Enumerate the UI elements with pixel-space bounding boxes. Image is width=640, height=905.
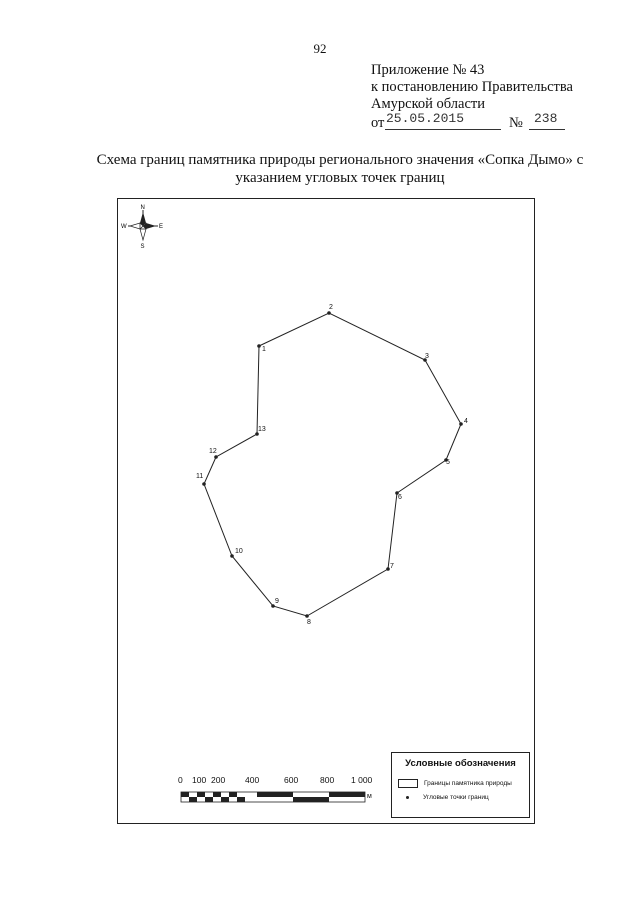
boundary-point-label-4: 4 (464, 418, 468, 425)
map-title-line-1: Схема границ памятника природы регионального значения «Сопка Дымо» с (96, 152, 584, 168)
boundary-point-12 (214, 455, 218, 459)
number-prefix: № (509, 115, 523, 131)
boundary-point-label-13: 13 (258, 426, 266, 433)
boundary-point-1 (257, 344, 261, 348)
compass-e: E (159, 224, 164, 230)
appendix-date: 25.05.2015 (386, 111, 465, 126)
boundary-point-8 (305, 614, 309, 618)
legend-points-label: Угловые точки границ (423, 794, 489, 801)
compass-w: W (121, 224, 127, 230)
appendix-number: 238 (534, 111, 558, 126)
appendix-line-2: к постановлению Правительства (371, 79, 573, 95)
legend (391, 752, 530, 818)
boundary-point-2 (327, 311, 331, 315)
compass-rose-icon (121, 205, 163, 250)
boundary-point-label-5: 5 (446, 459, 450, 466)
legend-title: Условные обозначения (405, 758, 516, 769)
boundary-point-label-9: 9 (275, 598, 279, 605)
boundary-point-label-11: 11 (196, 473, 204, 480)
boundary-point-label-10: 10 (235, 548, 243, 555)
boundary-point-label-3: 3 (425, 353, 429, 360)
scale-tick-0: 0 (178, 775, 183, 785)
legend-boundary-label: Границы памятника природы (424, 780, 512, 788)
scale-unit: м (367, 793, 372, 800)
legend-boundary-swatch (398, 779, 418, 788)
boundary-point-label-12: 12 (209, 448, 217, 455)
scale-tick-1000: 1 000 (351, 775, 373, 785)
scale-tick-200: 200 (211, 775, 226, 785)
compass-s: S (140, 244, 145, 250)
boundary-point-10 (230, 554, 234, 558)
boundary-point-label-6: 6 (398, 494, 402, 501)
boundary-polygon (204, 313, 461, 616)
compass-n: N (140, 205, 145, 211)
appendix-line-1: Приложение № 43 (371, 62, 485, 78)
page-number: 92 (313, 41, 327, 56)
legend-points-row (398, 794, 489, 801)
boundary-point-label-2: 2 (329, 304, 333, 311)
date-prefix: от (371, 115, 385, 131)
boundary-point-label-7: 7 (390, 563, 394, 570)
scale-bar (181, 792, 365, 802)
scale-tick-100: 100 (192, 775, 207, 785)
map-title-line-2: указанием угловых точек границ (235, 170, 445, 186)
scale-tick-600: 600 (284, 775, 299, 785)
appendix-line-3: Амурской области (371, 96, 485, 112)
boundary-points (196, 304, 468, 626)
boundary-point-4 (459, 422, 463, 426)
legend-boundary-row (398, 779, 512, 788)
boundary-point-label-8: 8 (307, 619, 311, 626)
boundary-point-11 (202, 482, 206, 486)
legend-point-swatch (406, 796, 409, 799)
scale-tick-800: 800 (320, 775, 335, 785)
scale-tick-400: 400 (245, 775, 260, 785)
boundary-point-label-1: 1 (262, 346, 266, 353)
